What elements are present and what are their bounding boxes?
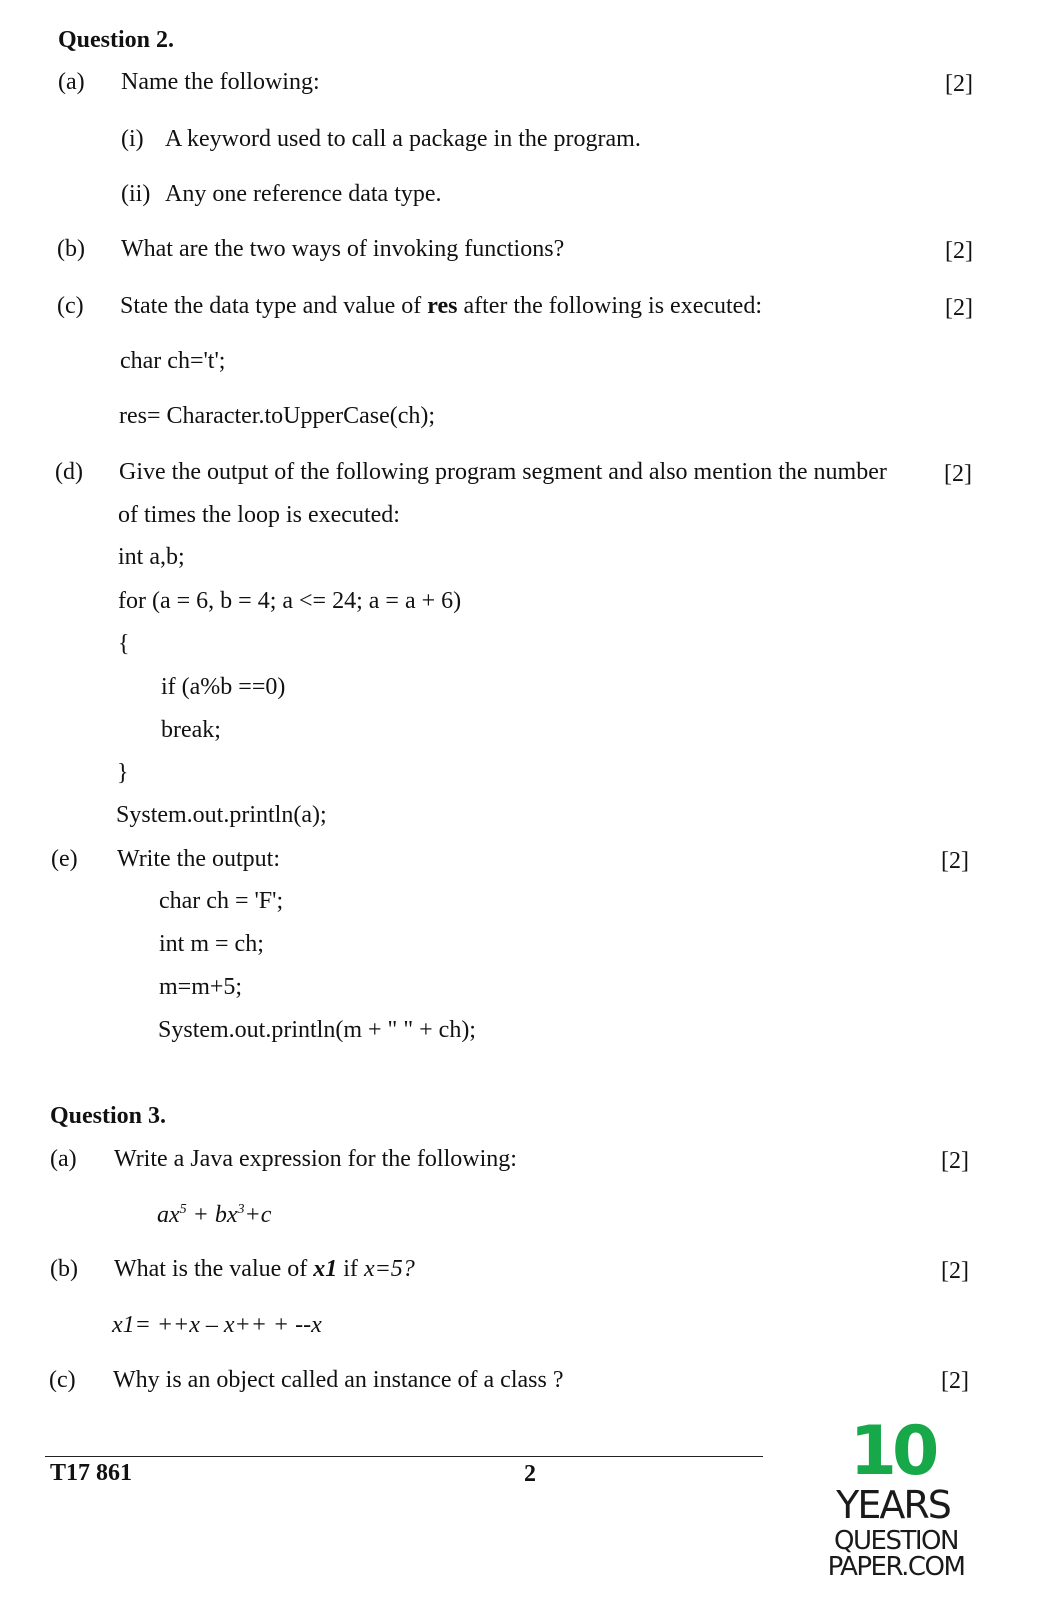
logo-years: YEARS [836,1483,950,1527]
q2a-ii-text: Any one reference data type. [165,181,442,207]
logo-number: 10 [849,1412,935,1491]
q3a-text: Write a Java expression for the following: [114,1146,517,1172]
q3a-expression [157,1203,271,1227]
q3a-expr-exponent-3: 3 [237,1202,245,1217]
q3c-label: (c) [49,1367,76,1393]
q2e-code-line: char ch = 'F'; [159,888,284,914]
q3b-text-if: if [343,1256,358,1282]
question-2-title: Question 2. [58,27,175,53]
q2e-code-line: System.out.println(m + " " + ch); [158,1017,476,1043]
q3c-marks: [2] [941,1368,969,1394]
q3b-x1: x1 [313,1256,338,1282]
q3b-label: (b) [50,1256,78,1282]
logo-site-name: QUESTION PAPER.COM [827,1526,965,1582]
q3b-condition: x=5? [363,1256,415,1282]
q2a-text: Name the following: [121,69,320,95]
q3b-marks: [2] [941,1258,969,1284]
q3a-expr-ax: ax [157,1202,180,1228]
q3b-expression: x1= ++x – x++ + --x [112,1312,322,1338]
q2d-code-line: { [118,631,130,657]
q3b-text-before: What is the value of [114,1256,308,1282]
question-3-title: Question 3. [50,1103,167,1129]
q2a-label: (a) [58,69,85,95]
footer-rule [45,1456,763,1457]
q2a-ii-label: (ii) [121,181,151,207]
q2e-code-line: int m = ch; [159,931,264,957]
q2c-code-line: res= Character.toUpperCase(ch); [119,403,436,429]
q2d-text-line1: Give the output of the following program segment and also mention the number [119,459,887,485]
q2c-label: (c) [57,293,84,319]
paper-code: T17 861 [50,1460,133,1486]
q2a-i-label: (i) [121,126,144,152]
q2e-marks: [2] [941,848,969,874]
q2d-code-line: System.out.println(a); [116,802,327,828]
q2c-text-before: State the data type and value of [120,293,422,319]
q2c-text [120,294,762,318]
q3a-expr-exponent-5: 5 [179,1202,187,1217]
q2b-text: What are the two ways of invoking functions? [121,236,565,262]
q3a-expr-bx: + bx [186,1202,238,1228]
q3b-text [114,1257,415,1281]
page-number: 2 [524,1461,536,1487]
q2d-code-line: } [117,760,129,786]
q2c-code-line: char ch='t'; [120,348,226,374]
q2c-res-keyword: res [427,293,458,319]
q2b-marks: [2] [945,238,973,264]
q2b-label: (b) [57,236,85,262]
q2d-code-line: if (a%b ==0) [161,674,286,700]
q2d-code-line: break; [161,717,221,743]
q2e-code-line: m=m+5; [159,974,243,1000]
q3a-marks: [2] [941,1148,969,1174]
q2d-code-line: int a,b; [118,544,185,570]
q2d-label: (d) [55,459,83,485]
q2d-marks: [2] [944,461,972,487]
q3c-text: Why is an object called an instance of a class ? [113,1367,564,1393]
q3a-label: (a) [50,1146,77,1172]
q2d-code-line: for (a = 6, b = 4; a <= 24; a = a + 6) [118,588,462,614]
q2d-text-line2: of times the loop is executed: [118,502,400,528]
q2c-marks: [2] [945,295,973,321]
q2e-label: (e) [51,846,78,872]
q2a-marks: [2] [945,71,973,97]
q2e-text: Write the output: [117,846,280,872]
q3a-expr-c: +c [244,1202,272,1228]
q2c-text-after: after the following is executed: [463,293,762,319]
q2a-i-text: A keyword used to call a package in the program. [165,126,641,152]
